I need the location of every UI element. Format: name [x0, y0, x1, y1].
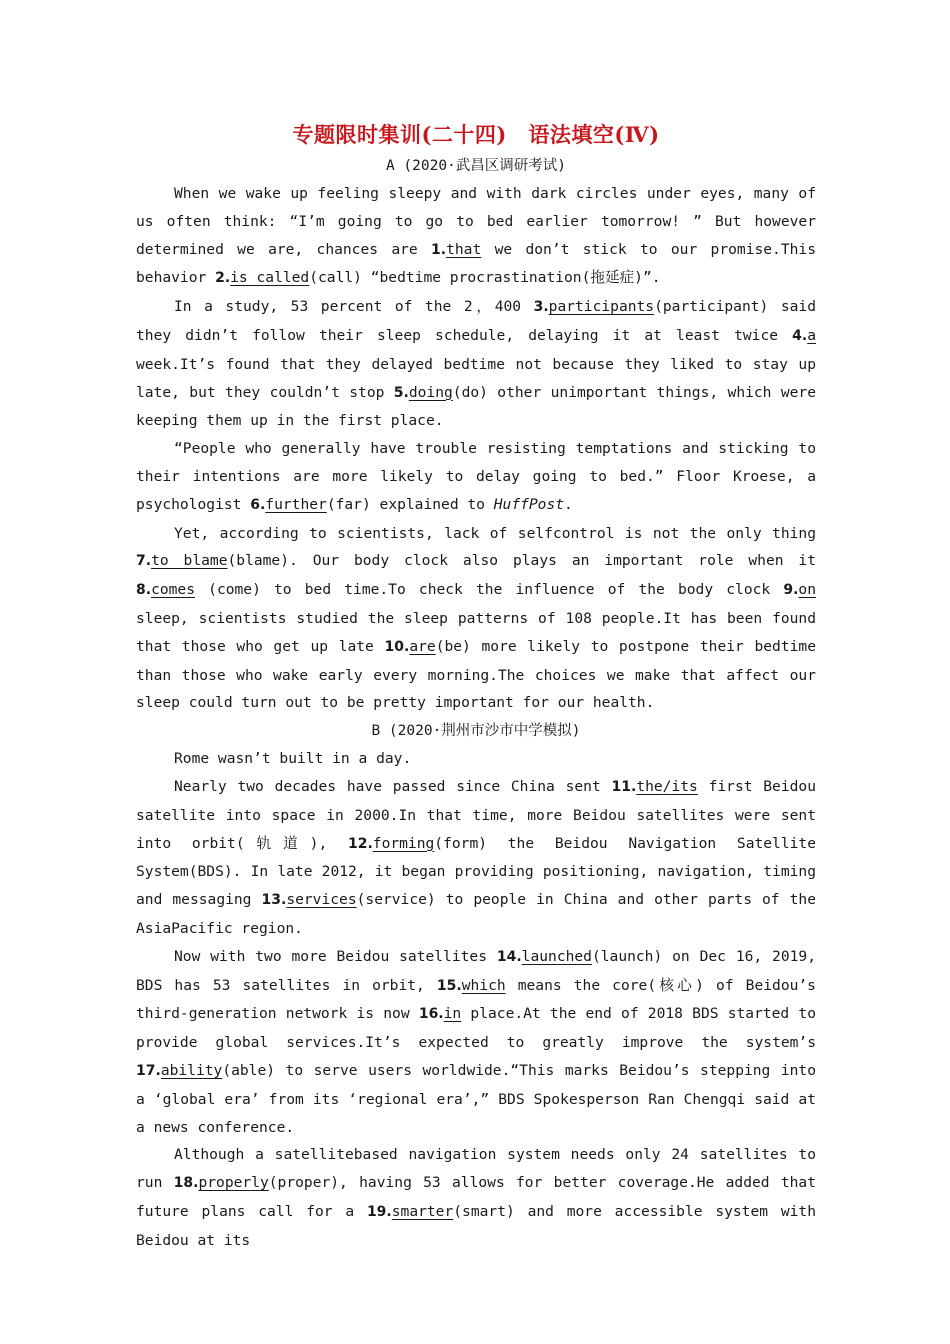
passage-paragraph: When we wake up feeling sleepy and with dark circles under eyes, many of us often think: “I’m going to go to bed earlier tomorrow! ” But however determined we are, chances are 1.that we don’t stick to our promise.This behavior 2.is called(call) “bedtime procrastination(拖延症)”.	[136, 185, 816, 287]
blank-number: 4.	[792, 327, 808, 344]
blank-number: 1.	[431, 241, 447, 258]
blank-number: 10.	[384, 638, 410, 655]
blank-number: 3.	[533, 299, 549, 316]
blank-answer: doing	[408, 383, 453, 401]
italic-title: HuffPost	[493, 495, 565, 513]
passage-paragraph: Now with two more Beidou satellites 14.launched(launch) on Dec 16, 2019, BDS has 53 satellites in orbit, 15.which means the core(核心) of Beidou’s third-generation network is now 16.in place.At the end of 2018 BDS started to provide global services.It’s expected to greatly improve the system’s 17.ability(able) to serve users worldwide.“This marks Beidou’s stepping into a ‘global era’ from its ‘regional era’,” BDS Spokesperson Ran Chengqi said at a news conference.	[136, 947, 816, 1136]
blank-number: 9.	[783, 582, 799, 599]
blank-number: 14.	[496, 948, 522, 965]
blank-number: 2.	[215, 270, 231, 287]
blank-number: 15.	[436, 977, 462, 994]
blank-answer: the/its	[636, 777, 698, 795]
blank-answer: comes	[151, 581, 195, 599]
blank-answer: a	[807, 326, 816, 344]
blank-answer: ability	[160, 1061, 223, 1079]
blank-answer: properly	[198, 1174, 269, 1192]
blank-answer: services	[286, 891, 357, 909]
passage-paragraph: Although a satellitebased navigation system needs only 24 satellites to run 18.properly(proper), having 53 allows for better coverage.He added that future plans call for a 19.smarter(smart) and more accessible system with Beidou at its	[136, 1146, 816, 1249]
blank-answer: participants	[548, 298, 655, 316]
blank-number: 18.	[173, 1175, 199, 1192]
blank-answer: on	[798, 581, 816, 599]
passage-paragraph: “People who generally have trouble resisting temptations and sticking to their intentions are more likely to delay going to bed.” Floor Kroese, a psychologist 6.further(far) explained to HuffPost.	[136, 440, 816, 513]
blank-answer: further	[265, 495, 327, 513]
section-b-passage	[136, 745, 816, 1254]
page-title: 专题限时集训(二十四) 语法填空(Ⅳ)	[292, 122, 660, 147]
section-a-heading: A (2020·武昌区调研考试)	[385, 158, 567, 174]
blank-number: 13.	[261, 892, 287, 909]
blank-number: 17.	[136, 1062, 161, 1079]
blank-answer: is called	[230, 269, 310, 287]
blank-answer: to blame	[151, 552, 228, 570]
blank-number: 8.	[136, 582, 152, 599]
blank-number: 19.	[366, 1203, 392, 1220]
section-a-passage	[136, 180, 816, 717]
blank-answer: are	[409, 637, 436, 655]
blank-answer: that	[446, 240, 482, 258]
blank-answer: forming	[372, 834, 435, 852]
blank-answer: which	[461, 976, 506, 994]
blank-answer: launched	[521, 947, 592, 965]
passage-paragraph: In a study, 53 percent of the 2，400 3.participants(participant) said they didn’t follow their sleep schedule, delaying it at least twice 4.a week.It’s found that they delayed bedtime not because they liked to stay up late, but they couldn’t stop 5.doing(do) other unimportant things, which were keeping them up in the first place.	[136, 298, 816, 430]
blank-answer: in	[443, 1005, 462, 1023]
section-b-heading: B (2020·荆州市沙市中学模拟)	[371, 723, 581, 740]
blank-number: 11.	[611, 778, 637, 795]
blank-number: 16.	[418, 1006, 444, 1023]
blank-number: 12.	[347, 835, 373, 852]
document-page	[136, 118, 816, 1254]
blank-number: 7.	[136, 553, 152, 570]
blank-answer: smarter	[391, 1202, 454, 1220]
passage-paragraph: Yet, according to scientists, lack of selfcontrol is not the only thing 7.to blame(blame). Our body clock also plays an important role when it 8.comes (come) to bed time.To check the influence of the body clock 9.on sleep, scientists studied the sleep patterns of 108 people.It has been found that those who get up late 10.are(be) more likely to postpone their bedtime than those who wake early every morning.The choices we make that affect our sleep could turn out to be pretty important for our health.	[136, 524, 817, 712]
blank-number: 6.	[250, 496, 266, 513]
passage-paragraph: Rome wasn’t built in a day.	[174, 750, 412, 768]
passage-paragraph: Nearly two decades have passed since China sent 11.the/its first Beidou satellite into space in 2000.In that time, more Beidou satellites were sent into orbit(轨道), 12.forming(form) the Beidou Navigation Satellite System(BDS). In late 2012, it began providing positioning, navigation, timing and messaging 13.services(service) to people in China and other parts of the AsiaPacific region.	[136, 777, 816, 937]
blank-number: 5.	[393, 384, 409, 401]
